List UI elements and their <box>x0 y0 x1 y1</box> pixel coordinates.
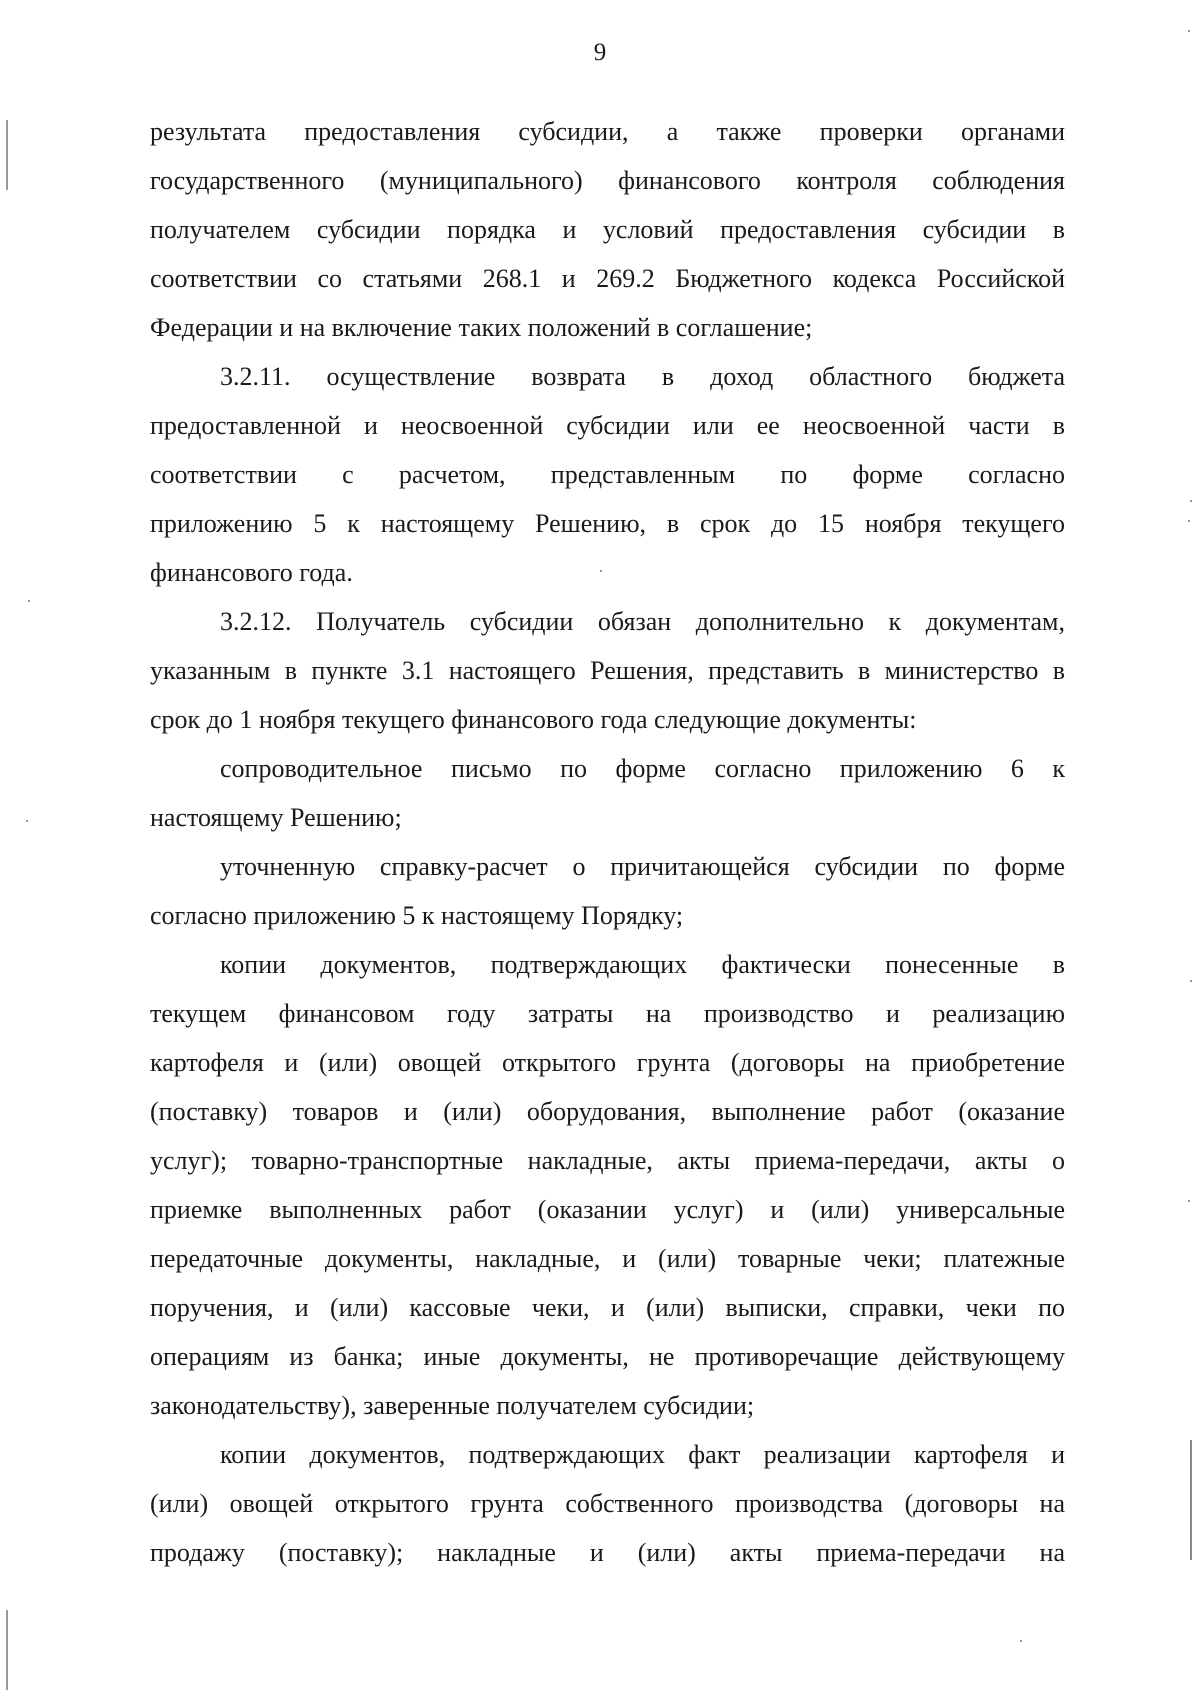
text-line: приемке выполненных работ (оказании услуг) и (или) универсальные <box>150 1195 1065 1224</box>
scan-speck <box>1190 980 1192 982</box>
text-line: получателем субсидии порядка и условий предоставления субсидии в <box>150 215 1065 244</box>
text-line: 3.2.12. Получатель субсидии обязан дополнительно к документам, <box>220 607 1065 636</box>
paragraph-3-2-12 <box>150 597 1065 744</box>
text-line: текущем финансовом году затраты на производство и реализацию <box>150 999 1065 1028</box>
scan-speck <box>1188 520 1190 522</box>
scan-speck <box>28 600 30 602</box>
text-line: настоящему Решению; <box>150 803 402 832</box>
text-line: законодательству), заверенные получателем субсидии; <box>150 1391 755 1420</box>
scan-speck <box>1188 30 1190 32</box>
page-number: 9 <box>593 39 607 66</box>
scan-speck <box>26 820 28 822</box>
text-line: передаточные документы, накладные, и (или) товарные чеки; платежные <box>150 1244 1065 1273</box>
text-line: Федерации и на включение таких положений в соглашение; <box>150 313 813 342</box>
paragraph-cover-letter <box>150 744 1065 842</box>
scan-edge-mark <box>6 1610 8 1690</box>
paragraph-cost-documents <box>150 940 1065 1430</box>
text-line: картофеля и (или) овощей открытого грунта (договоры на приобретение <box>150 1048 1065 1077</box>
text-line: копии документов, подтверждающих факт реализации картофеля и <box>220 1440 1065 1469</box>
text-line: (или) овощей открытого грунта собственного производства (договоры на <box>150 1489 1065 1518</box>
text-line: соответствии с расчетом, представленным по форме согласно <box>150 460 1065 489</box>
text-line: поручения, и (или) кассовые чеки, и (или) выписки, справки, чеки по <box>150 1293 1065 1322</box>
scan-speck <box>600 570 602 572</box>
paragraph-intro-continuation <box>150 107 1065 352</box>
scan-speck <box>1190 500 1192 502</box>
text-line: продажу (поставку); накладные и (или) акты приема-передачи на <box>150 1538 1065 1567</box>
text-line: соответствии со статьями 268.1 и 269.2 Бюджетного кодекса Российской <box>150 264 1065 293</box>
text-line: указанным в пункте 3.1 настоящего Решения, представить в министерство в <box>150 656 1065 685</box>
paragraph-3-2-11 <box>150 352 1065 597</box>
text-line: результата предоставления субсидии, а также проверки органами <box>150 117 1065 146</box>
text-line: копии документов, подтверждающих фактически понесенные в <box>220 950 1065 979</box>
text-line: предоставленной и неосвоенной субсидии или ее неосвоенной части в <box>150 411 1065 440</box>
scan-speck <box>1020 1640 1022 1642</box>
text-line: 3.2.11. осуществление возврата в доход областного бюджета <box>220 362 1065 391</box>
paragraph-sales-documents <box>150 1430 1065 1577</box>
text-line: финансового года. <box>150 558 353 587</box>
text-line: операциям из банка; иные документы, не противоречащие действующему <box>150 1342 1065 1371</box>
text-line: услуг); товарно-транспортные накладные, акты приема-передачи, акты о <box>150 1146 1065 1175</box>
text-line: согласно приложению 5 к настоящему Порядку; <box>150 901 684 930</box>
document-body <box>150 107 1065 1577</box>
scan-speck <box>1188 1200 1190 1202</box>
text-line: срок до 1 ноября текущего финансового года следующие документы: <box>150 705 917 734</box>
scan-edge-mark <box>1190 1440 1192 1560</box>
text-line: сопроводительное письмо по форме согласно приложению 6 к <box>220 754 1065 783</box>
text-line: приложению 5 к настоящему Решению, в срок до 15 ноября текущего <box>150 509 1065 538</box>
text-line: государственного (муниципального) финансового контроля соблюдения <box>150 166 1065 195</box>
text-line: уточненную справку-расчет о причитающейся субсидии по форме <box>220 852 1065 881</box>
paragraph-calculation <box>150 842 1065 940</box>
scan-edge-mark <box>6 120 8 190</box>
text-line: (поставку) товаров и (или) оборудования, выполнение работ (оказание <box>150 1097 1065 1126</box>
